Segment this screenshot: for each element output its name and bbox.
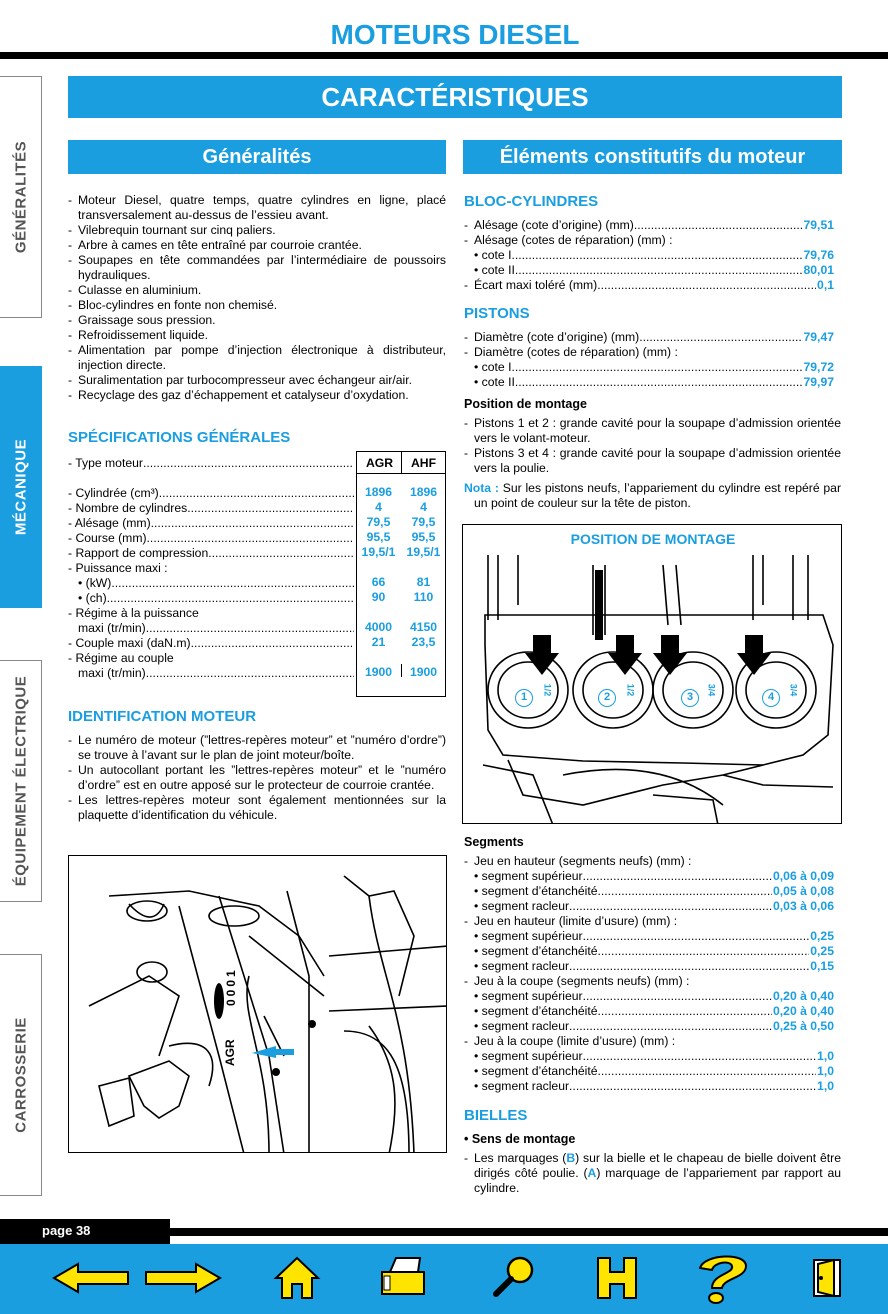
nota	[464, 481, 841, 511]
nav-bar	[0, 1244, 888, 1314]
spec-row: • segment racleur ..... 0,25 à 0,50	[464, 1019, 834, 1034]
side-tab-generalites[interactable]	[0, 76, 42, 318]
engine-number-label: 0001	[224, 967, 238, 1006]
list-item: - Recyclage des gaz d’échappement et catalyseur d’oxydation.	[68, 388, 446, 403]
list-item: - Vilebrequin tournant sur cinq paliers.	[68, 223, 446, 238]
marking-a: A	[587, 1166, 597, 1180]
section-banner: CARACTÉRISTIQUES	[68, 76, 842, 118]
side-tab-label: GÉNÉRALITÉS	[12, 140, 29, 254]
list-item: - Alimentation par pompe d’injection électronique à distributeur, injection directe.	[68, 343, 446, 373]
spec-row: • segment d’étanchéité ..... 1,0	[464, 1064, 834, 1079]
value-agr: 79,5	[366, 515, 391, 529]
list-item: - Le numéro de moteur (”lettres-repères moteur” et ”numéro d’ordre”) se trouve à l’avant sur le plan de joint moteur/boîte.	[68, 733, 446, 763]
spec-row: - Course (mm) .....	[68, 531, 354, 546]
list-item: - Graissage sous pression.	[68, 313, 446, 328]
spec-row: maxi (tr/min) .....	[68, 621, 354, 636]
spec-row: - Type moteur .....	[68, 456, 354, 471]
position-montage-heading: Position de montage	[464, 397, 587, 411]
list-item: - Bloc-cylindres en fonte non chemisé.	[68, 298, 446, 313]
spec-row: • segment racleur ..... 0,03 à 0,06	[464, 899, 834, 914]
elements-heading: Éléments constitutifs du moteur	[463, 140, 842, 174]
piston-number-2: 2	[598, 689, 616, 707]
segments-heading: Segments	[464, 835, 524, 849]
value-agr: 1896	[364, 485, 393, 499]
value-agr: 21	[371, 635, 386, 649]
identification-heading: IDENTIFICATION MOTEUR	[68, 708, 257, 725]
list-item: - Pistons 1 et 2 : grande cavité pour la soupape d’admission orientée vers le volant-moteur.	[464, 416, 841, 446]
exit-icon	[808, 1250, 848, 1306]
list-item: - Pistons 3 et 4 : grande cavité pour la soupape d’admission orientée vers la poulie.	[464, 446, 841, 476]
spec-row: • segment racleur ..... 0,15	[464, 959, 834, 974]
spec-row: - Alésage (mm) .....	[68, 516, 354, 531]
value-ahf: 1896	[409, 485, 438, 499]
spec-row: • (ch) .....	[68, 591, 354, 606]
piston-number-4: 4	[762, 689, 780, 707]
previous-page-button[interactable]	[50, 1250, 132, 1306]
marking-b: B	[566, 1151, 576, 1165]
spec-row: • (kW) .....	[68, 576, 354, 591]
spec-row: • segment d’étanchéité ..... 0,20 à 0,40	[464, 1004, 834, 1019]
spec-row: - Alésage (cote d’origine) (mm) ..... 79,51	[464, 218, 834, 233]
value-agr: 1900	[364, 665, 393, 679]
nota-label: Nota :	[464, 481, 499, 495]
piston-mark-4: 3/4	[788, 683, 799, 697]
value-ahf: 110	[413, 590, 434, 604]
arrow-right-icon	[142, 1250, 224, 1306]
list-item: - Arbre à cames en tête entraîné par courroie crantée.	[68, 238, 446, 253]
spec-row: • cote I ..... 79,76	[464, 248, 834, 263]
engine-code-label: AGR	[223, 1039, 237, 1066]
value-ahf: 23,5	[411, 635, 436, 649]
generalites-heading: Généralités	[68, 140, 446, 174]
spec-labels	[68, 456, 354, 681]
spec-row: - Cylindrée (cm³) .....	[68, 486, 354, 501]
list-item: - Soupapes en tête commandées par l’intermédiaire de poussoirs hydrauliques.	[68, 253, 446, 283]
generalites-list	[68, 193, 446, 403]
spec-row: - Jeu en hauteur (limite d’usure) (mm) :	[464, 914, 834, 929]
print-button[interactable]	[378, 1250, 428, 1306]
spec-row: • cote II ..... 80,01	[464, 263, 834, 278]
side-tab-label: ÉQUIPEMENT ÉLECTRIQUE	[12, 675, 29, 887]
next-page-button[interactable]	[142, 1250, 224, 1306]
column-divider	[401, 452, 402, 474]
specifications-heading: SPÉCIFICATIONS GÉNÉRALES	[68, 429, 291, 446]
value-ahf: 81	[416, 575, 431, 589]
spec-row: - Alésage (cotes de réparation) (mm) :	[464, 233, 834, 248]
list-item: - Culasse en aluminium.	[68, 283, 446, 298]
search-button[interactable]	[490, 1250, 540, 1306]
spec-row: • segment supérieur ..... 0,20 à 0,40	[464, 989, 834, 1004]
value-ahf: 95,5	[411, 530, 436, 544]
spec-row: - Écart maxi toléré (mm) ..... 0,1	[464, 278, 834, 293]
spec-row: - Jeu à la coupe (segments neufs) (mm) :	[464, 974, 834, 989]
identification-list	[68, 733, 446, 823]
value-ahf: 4	[420, 500, 427, 514]
column-header-agr: AGR	[357, 452, 402, 474]
side-tab-mecanique[interactable]	[0, 366, 42, 608]
bloc-cylindres-heading: BLOC-CYLINDRES	[464, 193, 599, 210]
exit-button[interactable]	[808, 1250, 848, 1306]
value-ahf: 1900	[409, 665, 438, 679]
spec-row: • segment racleur ..... 1,0	[464, 1079, 834, 1094]
piston-number-3: 3	[681, 689, 699, 707]
home-icon	[272, 1250, 322, 1306]
position-montage-list	[464, 416, 841, 476]
piston-drawing	[463, 525, 842, 824]
spec-row: - Jeu en hauteur (segments neufs) (mm) :	[464, 854, 834, 869]
spec-row: - Régime à la puissance	[68, 606, 199, 620]
search-icon	[490, 1250, 540, 1306]
spec-row: - Jeu à la coupe (limite d’usure) (mm) :	[464, 1034, 834, 1049]
engine-drawing	[69, 856, 447, 1153]
piston-position-figure	[462, 524, 842, 824]
spec-row: • cote I ..... 79,72	[464, 360, 834, 375]
value-ahf: 79,5	[411, 515, 436, 529]
piston-mark-1: 1/2	[542, 683, 553, 697]
value-ahf: 19,5/1	[406, 545, 441, 559]
list-item: - Suralimentation par turbocompresseur avec échangeur air/air.	[68, 373, 446, 388]
help-button[interactable]	[690, 1250, 752, 1306]
spec-row: • segment d’étanchéité ..... 0,25	[464, 944, 834, 959]
header-rule	[0, 52, 888, 59]
spec-row: - Couple maxi (daN.m) .....	[68, 636, 354, 651]
engine-identification-figure	[68, 855, 447, 1153]
arrow-left-icon	[50, 1250, 132, 1306]
value-agr: 66	[371, 575, 386, 589]
bloc-cylindres-block	[464, 218, 834, 293]
spec-row: • segment supérieur ..... 1,0	[464, 1049, 834, 1064]
spec-row: - Puissance maxi :	[68, 561, 168, 575]
side-tab-label: CARROSSERIE	[12, 1017, 29, 1133]
spec-row: - Rapport de compression .....	[68, 546, 354, 561]
column-header-ahf: AHF	[401, 452, 446, 474]
list-item: - Les lettres-repères moteur sont également mentionnées sur la plaquette d’identification du véhicule.	[68, 793, 446, 823]
bielles-heading: BIELLES	[464, 1107, 528, 1124]
spec-row: • segment supérieur ..... 0,06 à 0,09	[464, 869, 834, 884]
value-agr: 4000	[364, 620, 393, 634]
segments-block	[464, 854, 834, 1094]
value-agr: 4	[375, 500, 382, 514]
spec-row: maxi (tr/min) .....	[68, 666, 354, 681]
index-button[interactable]	[592, 1250, 642, 1306]
side-tab-label: MÉCANIQUE	[12, 438, 29, 536]
piston-number-1: 1	[515, 689, 533, 707]
pistons-block	[464, 330, 834, 390]
page-title: MOTEURS DIESEL	[330, 19, 580, 50]
piston-mark-2: 1/2	[625, 683, 636, 697]
pistons-heading: PISTONS	[464, 305, 530, 322]
spec-row: • segment d’étanchéité ..... 0,05 à 0,08	[464, 884, 834, 899]
value-agr: 95,5	[366, 530, 391, 544]
piston-mark-3: 3/4	[706, 683, 717, 697]
value-ahf: 4150	[409, 620, 438, 634]
home-button[interactable]	[272, 1250, 322, 1306]
index-icon	[592, 1250, 642, 1306]
bielles-text: - Les marquages (B) sur la bielle et le chapeau de bielle doivent être dirigés côté poulie. (A) marquage de l’appariement par rapport au cylindre.	[464, 1151, 842, 1195]
list-item: - Refroidissement liquide.	[68, 328, 446, 343]
spec-row: • segment supérieur ..... 0,25	[464, 929, 834, 944]
spec-row: - Diamètre (cote d’origine) (mm) ..... 79,47	[464, 330, 834, 345]
figure-title: POSITION DE MONTAGE	[570, 531, 736, 547]
list-item: - Un autocollant portant les ”lettres-repères moteur” et le ”numéro d’ordre” est en outre apposé sur le protecteur de courroie crantée.	[68, 763, 446, 793]
value-agr: 19,5/1	[361, 545, 396, 559]
spec-row: - Diamètre (cotes de réparation) (mm) :	[464, 345, 834, 360]
spec-row: - Régime au couple	[68, 651, 174, 665]
help-icon	[690, 1250, 752, 1306]
page-number: page 38	[0, 1219, 170, 1245]
bielles-subheading: • Sens de montage	[464, 1132, 576, 1146]
spec-row: - Nombre de cylindres .....	[68, 501, 354, 516]
value-agr: 90	[371, 590, 386, 604]
spec-row: • cote II ..... 79,97	[464, 375, 834, 390]
side-tab-equipement-electrique[interactable]	[0, 660, 42, 902]
nota-text: Sur les pistons neufs, l’appariement du cylindre est repéré par un point de couleur sur la tête de piston.	[474, 481, 841, 510]
print-icon	[378, 1250, 428, 1306]
side-tab-carrosserie[interactable]	[0, 954, 42, 1196]
list-item: - Moteur Diesel, quatre temps, quatre cylindres en ligne, placé transversalement au-dessus de l’essieu avant.	[68, 193, 446, 223]
